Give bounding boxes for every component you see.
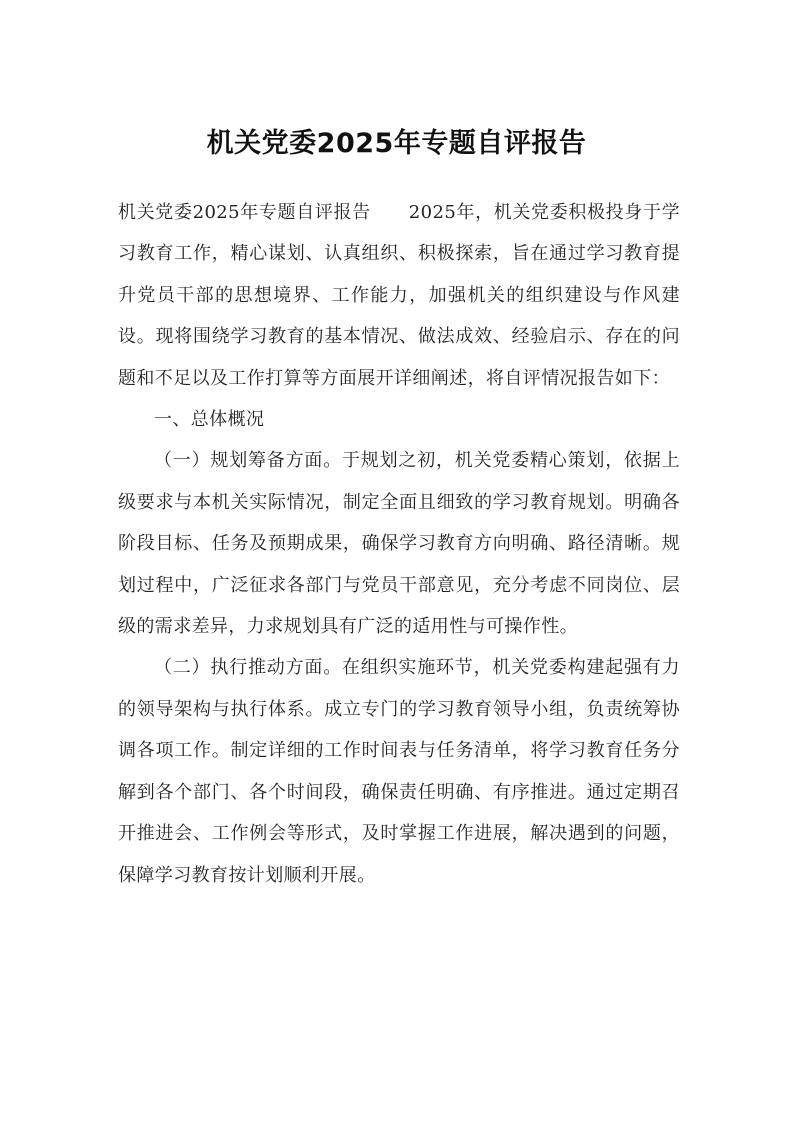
intro-body: 2025年，机关党委积极投身于学习教育工作，精心谋划、认真组织、积极探索，旨在通过学习教育提升党员干部的思想境界、工作能力，加强机关的组织建设与作风建设。现将围绕学习教育的基本情况、做法成效、经验启示、存在的问题和不足以及工作打算等方面展开详细阐述，将自评情况报告如下： <box>118 202 680 389</box>
intro-lead: 机关党委2025年专题自评报告 <box>118 202 371 223</box>
section-heading: 一、总体概况 <box>154 409 265 431</box>
paragraph-execution: （二）执行推动方面。在组织实施环节，机关党委构建起强有力的领导架构与执行体系。成立专门的学习教育领导小组，负责统筹协调各项工作。制定详细的工作时间表与任务清单，将学习教育任务分解到各个部门、各个时间段，确保责任明确、有序推进。通过定期召开推进会、工作例会等形式，及时掌握工作进展，解决遇到的问题，保障学习教育按计划顺利开展。 <box>118 657 680 886</box>
paragraph-planning: （一）规划筹备方面。于规划之初，机关党委精心策划，依据上级要求与本机关实际情况，制定全面且细致的学习教育规划。明确各阶段目标、任务及预期成果，确保学习教育方向明确、路径清晰。规划过程中，广泛征求各部门与党员干部意见，充分考虑不同岗位、层级的需求差异，力求规划具有广泛的适用性与可操作性。 <box>118 450 680 638</box>
document-title: 机关党委2025年专题自评报告 <box>206 128 587 159</box>
intro-paragraph <box>118 192 680 399</box>
document-body <box>118 192 680 896</box>
